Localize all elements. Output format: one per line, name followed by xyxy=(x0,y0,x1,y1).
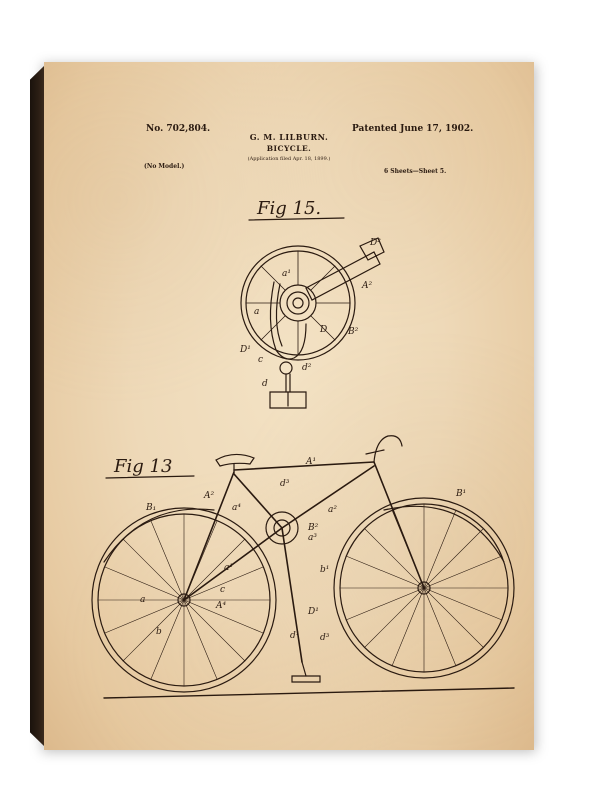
ref-a2: a² xyxy=(328,505,337,515)
ref-D: D xyxy=(320,325,328,335)
ref-D1-frame: D¹ xyxy=(308,607,319,617)
ref-A4: A⁴ xyxy=(216,601,227,611)
ref-a1: a¹ xyxy=(282,269,291,279)
bicycle-frame xyxy=(184,462,424,662)
ref-B1-right: B¹ xyxy=(456,489,467,499)
ref-B1: B₁ xyxy=(146,503,157,513)
ref-c: c xyxy=(258,355,264,365)
ref-A1: A¹ xyxy=(306,457,317,467)
ref-c-frame: c xyxy=(220,585,226,595)
patent-date: Patented June 17, 1902. xyxy=(352,124,474,134)
ref-B2: B² xyxy=(348,327,359,337)
model-note: (No Model.) xyxy=(144,163,185,170)
invention-title: BICYCLE. xyxy=(266,144,312,153)
ref-a1-frame: a¹ xyxy=(224,563,233,573)
fig15-caption: Fig 15. xyxy=(257,198,322,219)
patent-drawing xyxy=(44,62,534,750)
ref-b1: b¹ xyxy=(320,565,330,575)
ground-line xyxy=(104,688,514,698)
patent-number: No. 702,804. xyxy=(146,124,211,134)
ref-a: a xyxy=(254,307,260,317)
patent-canvas xyxy=(44,62,534,750)
inventor-name: G. M. LILBURN. xyxy=(249,132,329,142)
reference-letters xyxy=(140,238,466,643)
ref-A2-frame: A² xyxy=(204,491,215,501)
ref-A2: A² xyxy=(362,281,373,291)
fig13-bicycle xyxy=(92,436,514,698)
canvas-side-edge xyxy=(30,66,44,746)
fig13-caption: Fig 13 xyxy=(114,456,173,477)
ref-d: d xyxy=(262,379,268,389)
ref-d2: d² xyxy=(302,363,312,373)
sheet-number: 6 Sheets—Sheet 5. xyxy=(384,168,447,175)
ref-a3: a³ xyxy=(308,533,317,543)
ref-D1: D¹ xyxy=(240,345,251,355)
fig15-underline xyxy=(249,218,344,220)
ref-B2-frame: B² xyxy=(308,523,319,533)
ref-b: b xyxy=(156,627,162,637)
ref-d3-top: d³ xyxy=(280,479,290,489)
saddle xyxy=(216,454,254,466)
ref-d3: d³ xyxy=(320,633,330,643)
ref-D2: D² xyxy=(370,238,381,248)
ref-d1: d¹ xyxy=(290,631,300,641)
pedal xyxy=(292,676,320,682)
fig13-underline xyxy=(106,476,194,478)
ref-a4: a⁴ xyxy=(232,503,241,513)
handlebar xyxy=(374,436,402,462)
filing-date: (Application filed Apr. 18, 1899.) xyxy=(247,156,331,162)
ref-a-frame: a xyxy=(140,595,146,605)
